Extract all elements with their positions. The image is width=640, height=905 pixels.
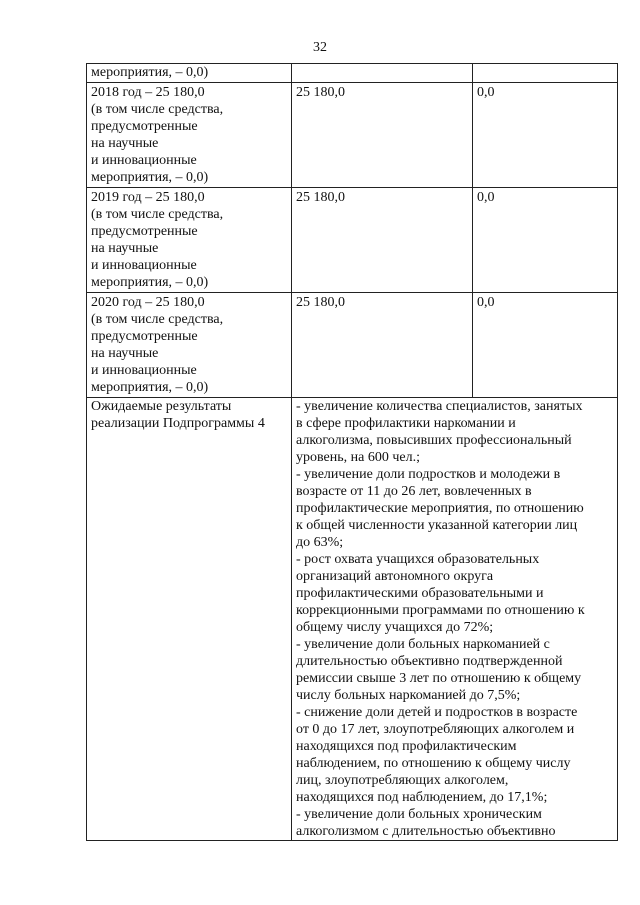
cell-line: - увеличение доли больных хроническим <box>296 807 542 822</box>
innovation-value-cell: 0,0 <box>473 293 618 398</box>
table-row <box>87 398 618 841</box>
cell-line: предусмотренные <box>91 119 198 134</box>
cell-line: и инновационные <box>91 258 197 273</box>
cell-line: мероприятия, – 0,0) <box>91 65 209 80</box>
total-value-cell: 25 180,0 <box>292 83 473 188</box>
cell-line: на научные <box>91 346 159 361</box>
cell-line: - рост охвата учащихся образовательных <box>296 552 540 567</box>
cell-line: (в том числе средства, <box>91 207 224 222</box>
cell-line: и инновационные <box>91 153 197 168</box>
cell-line: - увеличение количества специалистов, занятых <box>296 399 583 414</box>
table-cell-label <box>87 64 292 83</box>
cell-line: 2020 год – 25 180,0 <box>91 295 205 310</box>
table-cell-empty <box>473 64 618 83</box>
cell-line: профилактическими образовательными и <box>296 586 544 601</box>
program-table <box>86 63 618 841</box>
cell-line: и инновационные <box>91 363 197 378</box>
innovation-value-cell: 0,0 <box>473 83 618 188</box>
cell-line: уровень, на 600 чел.; <box>296 450 420 465</box>
table-row <box>87 293 618 398</box>
cell-line: до 63%; <box>296 535 344 550</box>
cell-line: длительностью объективно подтвержденной <box>296 654 563 669</box>
cell-line: алкоголизмом с длительностью объективно <box>296 824 556 839</box>
table-row <box>87 64 618 83</box>
cell-line: к общей численности указанной категории лиц <box>296 518 578 533</box>
cell-line: находящихся под профилактическим <box>296 739 517 754</box>
cell-line: профилактические мероприятия, по отношению <box>296 501 584 516</box>
cell-line: (в том числе средства, <box>91 102 224 117</box>
results-text-cell <box>292 398 618 841</box>
total-value-cell: 25 180,0 <box>292 293 473 398</box>
cell-line: на научные <box>91 241 159 256</box>
cell-line: от 0 до 17 лет, злоупотребляющих алкоголем и <box>296 722 575 737</box>
table-row <box>87 188 618 293</box>
cell-line: - увеличение доли подростков и молодежи в <box>296 467 561 482</box>
cell-line: мероприятия, – 0,0) <box>91 170 209 185</box>
innovation-value-cell: 0,0 <box>473 188 618 293</box>
table-cell-empty <box>292 64 473 83</box>
cell-line: ремиссии свыше 3 лет по отношению к общему <box>296 671 582 686</box>
cell-line: алкоголизма, повысивших профессиональный <box>296 433 572 448</box>
cell-line: предусмотренные <box>91 329 198 344</box>
year-label-cell <box>87 83 292 188</box>
cell-line: мероприятия, – 0,0) <box>91 380 209 395</box>
cell-line: возрасте от 11 до 26 лет, вовлеченных в <box>296 484 532 499</box>
cell-line: реализации Подпрограммы 4 <box>91 416 265 431</box>
cell-line: коррекционными программами по отношению к <box>296 603 585 618</box>
cell-line: в сфере профилактики наркомании и <box>296 416 516 431</box>
cell-line: общему числу учащихся до 72%; <box>296 620 494 635</box>
page-number: 32 <box>313 40 327 55</box>
cell-line: предусмотренные <box>91 224 198 239</box>
table-row <box>87 83 618 188</box>
cell-line: на научные <box>91 136 159 151</box>
cell-line: Ожидаемые результаты <box>91 399 232 414</box>
cell-line: - снижение доли детей и подростков в возрасте <box>296 705 578 720</box>
cell-line: организаций автономного округа <box>296 569 494 584</box>
cell-line: - увеличение доли больных наркоманией с <box>296 637 550 652</box>
cell-line: 2019 год – 25 180,0 <box>91 190 205 205</box>
cell-line: находящихся под наблюдением, до 17,1%; <box>296 790 548 805</box>
cell-line: 2018 год – 25 180,0 <box>91 85 205 100</box>
results-label-cell <box>87 398 292 841</box>
cell-line: наблюдением, по отношению к общему числу <box>296 756 571 771</box>
total-value-cell: 25 180,0 <box>292 188 473 293</box>
cell-line: мероприятия, – 0,0) <box>91 275 209 290</box>
cell-line: числу больных наркоманией до 7,5%; <box>296 688 521 703</box>
year-label-cell <box>87 293 292 398</box>
year-label-cell <box>87 188 292 293</box>
cell-line: лиц, злоупотребляющих алкоголем, <box>296 773 509 788</box>
cell-line: (в том числе средства, <box>91 312 224 327</box>
